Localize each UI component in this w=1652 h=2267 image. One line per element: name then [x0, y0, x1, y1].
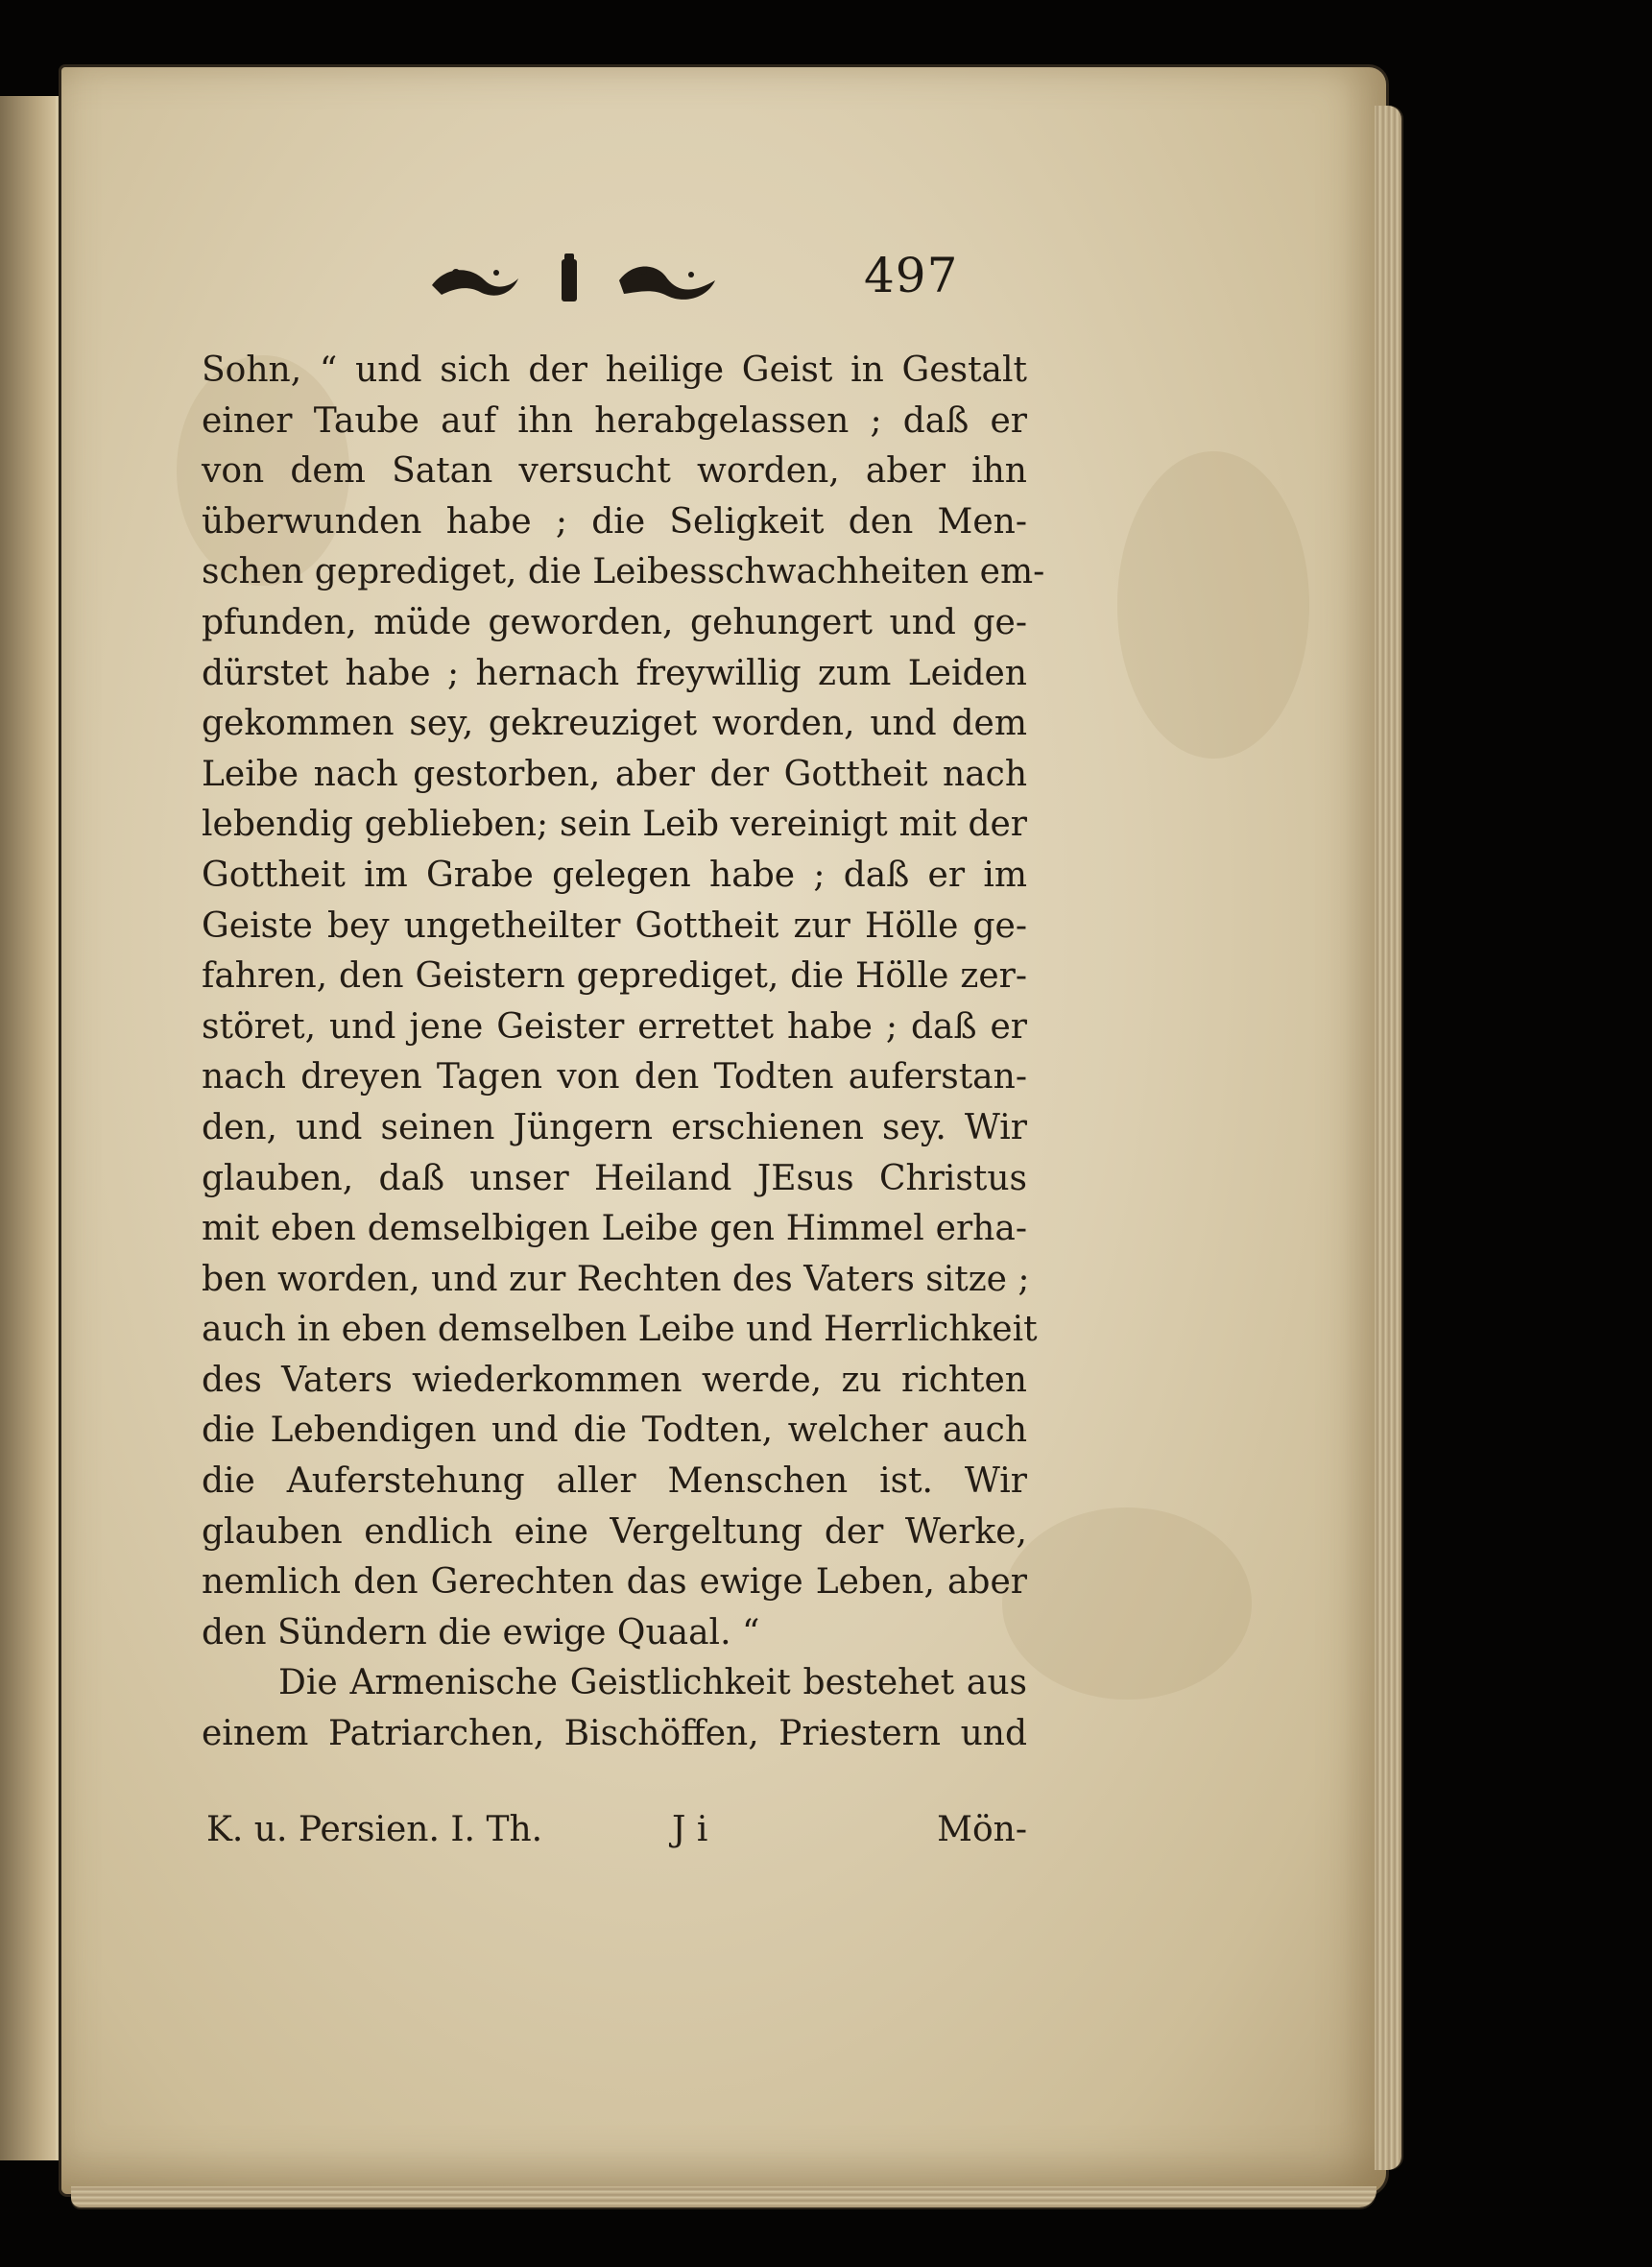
page-footer [206, 1810, 1027, 1863]
text-line: mit eben demselbigen Leibe gen Himmel erha- [202, 1209, 1027, 1249]
text-line: einem Patriarchen, Bischöffen, Priestern und [202, 1714, 1027, 1754]
text-line: pfunden, müde geworden, gehungert und ge- [202, 602, 1027, 642]
text-line: lebendig geblieben; sein Leib vereinigt mit der [202, 805, 1027, 845]
signature-mark: J i [672, 1810, 708, 1849]
text-line: glauben endlich eine Vergeltung der Werke, [202, 1511, 1027, 1552]
text-line: überwunden habe ; die Seligkeit den Men- [202, 501, 1027, 542]
text-line: ben worden, und zur Rechten des Vaters sitze ; [202, 1259, 1030, 1299]
text-line: Gottheit im Grabe gelegen habe ; daß er im [202, 855, 1027, 895]
text-line: die Lebendigen und die Todten, welcher auch [202, 1411, 1027, 1451]
text-line: fahren, den Geistern geprediget, die Hölle zer- [202, 956, 1027, 997]
catchword: Mön- [937, 1810, 1027, 1849]
text-line: des Vaters wiederkommen werde, zu richten [202, 1360, 1027, 1400]
page-bottom-edge [71, 2186, 1377, 2207]
text-line: einer Taube auf ihn herabgelassen ; daß er [202, 400, 1027, 441]
text-line: Leibe nach gestorben, aber der Gottheit nach [202, 754, 1027, 794]
page-number: 497 [864, 248, 959, 303]
text-line: auch in eben demselben Leibe und Herrlichkeit [202, 1310, 1038, 1350]
text-line: schen geprediget, die Leibesschwachheiten em- [202, 552, 1045, 592]
paper-stain [1002, 1507, 1252, 1700]
text-line: Sohn, “ und sich der heilige Geist in Gestalt [202, 350, 1027, 390]
ornament-header-icon [427, 252, 734, 309]
page-fore-edge [1375, 106, 1401, 2170]
text-line: den, und seinen Jüngern erschienen sey. Wir [202, 1107, 1027, 1147]
text-line: nach dreyen Tagen von den Todten auferstan- [202, 1057, 1027, 1097]
text-line: von dem Satan versucht worden, aber ihn [202, 451, 1027, 492]
text-line: nemlich den Gerechten das ewige Leben, aber [202, 1562, 1027, 1603]
text-line: glauben, daß unser Heiland JEsus Christus [202, 1158, 1027, 1198]
body-text [202, 346, 1045, 1760]
paper-stain [1117, 451, 1309, 759]
text-line: Geiste bey ungetheilter Gottheit zur Hölle ge- [202, 905, 1027, 946]
text-line: störet, und jene Geister errettet habe ; daß er [202, 1006, 1027, 1047]
text-line: den Sündern die ewige Quaal. “ [202, 1612, 760, 1652]
text-line: Die Armenische Geistlichkeit bestehet aus [278, 1663, 1027, 1703]
text-line: gekommen sey, gekreuziget worden, und dem [202, 704, 1027, 744]
signature-title: K. u. Persien. I. Th. [206, 1810, 543, 1849]
text-line: die Auferstehung aller Menschen ist. Wir [202, 1461, 1027, 1502]
text-line: dürstet habe ; hernach freywillig zum Leiden [202, 653, 1027, 693]
